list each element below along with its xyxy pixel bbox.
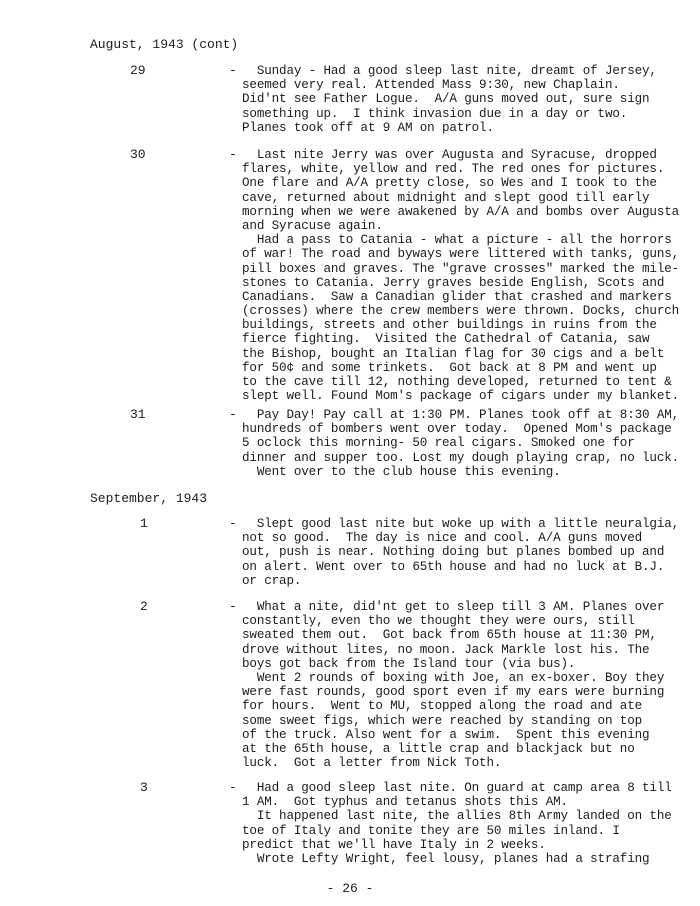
entry-dash: - [229, 516, 237, 531]
entry-line: pill boxes and graves. The "grave crosses" marked the mile- [242, 261, 680, 276]
entry-line: Did'nt see Father Logue. A/A guns moved out, sure sign [242, 92, 650, 107]
entry-line: on alert. Went over to 65th house and had no luck at B.J. [242, 559, 665, 574]
entry-text [242, 148, 680, 404]
entry-line: something up. I think invasion due in a day or two. [242, 106, 628, 121]
entry-line: of the truck. Also went for a swim. Spent this evening [242, 727, 650, 742]
entry-day: 3 [140, 780, 148, 795]
entry-line: One flare and A/A pretty close, so Wes and I took to the [242, 176, 657, 191]
page-number: - 26 - [326, 881, 374, 896]
entry-line: at the 65th house, a little crap and blackjack but no [242, 741, 635, 756]
entry-line: for hours. Went to MU, stopped along the road and ate [242, 699, 643, 714]
entry-day: 31 [130, 407, 146, 422]
entry-text [242, 781, 672, 866]
entry-line: Went 2 rounds of boxing with Joe, an ex-boxer. Boy they [242, 670, 665, 685]
entry-line: It happened last nite, the allies 8th Army landed on the [242, 809, 672, 824]
entry-line: constantly, even tho we thought they were ours, still [242, 614, 635, 629]
entry-line: Pay Day! Pay call at 1:30 PM. Planes took off at 8:30 AM, [242, 408, 680, 422]
entry-text [242, 64, 672, 135]
entry-line: What a nite, did'nt get to sleep till 3 AM. Planes over [242, 600, 665, 614]
entry-line: fierce fighting. Visited the Cathedral of Catania, saw [242, 332, 650, 347]
entry-line: for 50¢ and some trinkets. Got back at 8 PM and went up [242, 360, 657, 375]
entry-day: 1 [140, 516, 148, 531]
entry-line: or crap. [242, 573, 302, 588]
entry-line: the Bishop, bought an Italian flag for 30 cigs and a belt [242, 346, 665, 361]
entry-line: morning when we were awakened by A/A and bombs over Augusta [242, 204, 680, 219]
entry-line: Planes took off at 9 AM on patrol. [242, 120, 494, 135]
entry-line: Went over to the club house this evening. [242, 464, 561, 479]
entry-line: out, push is near. Nothing doing but planes bombed up and [242, 545, 665, 560]
entry-dash: - [229, 780, 237, 795]
entry-line: toe of Italy and tonite they are 50 miles inland. I [242, 823, 620, 838]
entry-line: sweated them out. Got back from 65th house at 11:30 PM, [242, 628, 657, 643]
entry-line: of war! The road and byways were littered with tanks, guns, [242, 247, 680, 262]
entry-dash: - [229, 63, 237, 78]
entry-day: 2 [140, 599, 148, 614]
entry-line: Slept good last nite but woke up with a little neuralgia, [242, 517, 680, 531]
entry-line: some sweet figs, which were reached by standing on top [242, 713, 643, 728]
entry-day: 30 [130, 147, 146, 162]
section-heading-september: September, 1943 [90, 491, 208, 506]
entry-line: flares, white, yellow and red. The red ones for pictures. [242, 162, 665, 177]
entry-text [242, 517, 680, 588]
entry-line: boys got back from the Island tour (via bus). [242, 656, 576, 671]
entry-line: not so good. The day is nice and cool. A/A guns moved [242, 531, 643, 546]
entry-line: predict that we'll have Italy in 2 weeks. [242, 837, 546, 852]
entry-line: seemed very real. Attended Mass 9:30, new Chaplain. [242, 78, 620, 93]
entry-line: dinner and supper too. Lost my dough playing crap, no luck. [242, 450, 680, 465]
entry-line: and Syracuse again. [242, 218, 383, 233]
entry-line: 5 oclock this morning- 50 real cigars. Smoked one for [242, 436, 635, 451]
entry-day: 29 [130, 63, 146, 78]
entry-dash: - [229, 407, 237, 422]
entry-line: Wrote Lefty Wright, feel lousy, planes had a strafing [242, 851, 650, 866]
entry-line: drove without lites, no moon. Jack Markle lost his. The [242, 642, 650, 657]
entry-dash: - [229, 147, 237, 162]
entry-text [242, 408, 680, 479]
entry-line: Last nite Jerry was over Augusta and Syracuse, dropped [242, 148, 657, 162]
entry-line: Had a pass to Catania - what a picture - all the horrors [242, 233, 672, 248]
entry-line: hundreds of bombers went over today. Opened Mom's package [242, 422, 672, 437]
entry-line: (crosses) where the crew members were thrown. Docks, church [242, 304, 680, 319]
section-heading-august: August, 1943 (cont) [90, 37, 239, 52]
entry-line: 1 AM. Got typhus and tetanus shots this AM. [242, 795, 568, 810]
entry-line: stones to Catania. Jerry graves beside English, Scots and [242, 275, 665, 290]
entry-line: luck. Got a letter from Nick Toth. [242, 756, 502, 771]
entry-line: slept well. Found Mom's package of cigars under my blanket. [242, 389, 680, 404]
entry-line: cave, returned about midnight and slept good till early [242, 190, 650, 205]
entry-text [242, 600, 672, 770]
entry-dash: - [229, 599, 237, 614]
entry-line: to the cave till 12, nothing developed, returned to tent & [242, 375, 672, 389]
entry-line: Sunday - Had a good sleep last nite, dreamt of Jersey, [242, 64, 657, 78]
entry-line: were fast rounds, good sport even if my ears were burning [242, 685, 665, 700]
entry-line: buildings, streets and other buildings in ruins from the [242, 318, 657, 333]
entry-line: Canadians. Saw a Canadian glider that crashed and markers [242, 289, 672, 304]
entry-line: Had a good sleep last nite. On guard at camp area 8 till [242, 781, 672, 795]
